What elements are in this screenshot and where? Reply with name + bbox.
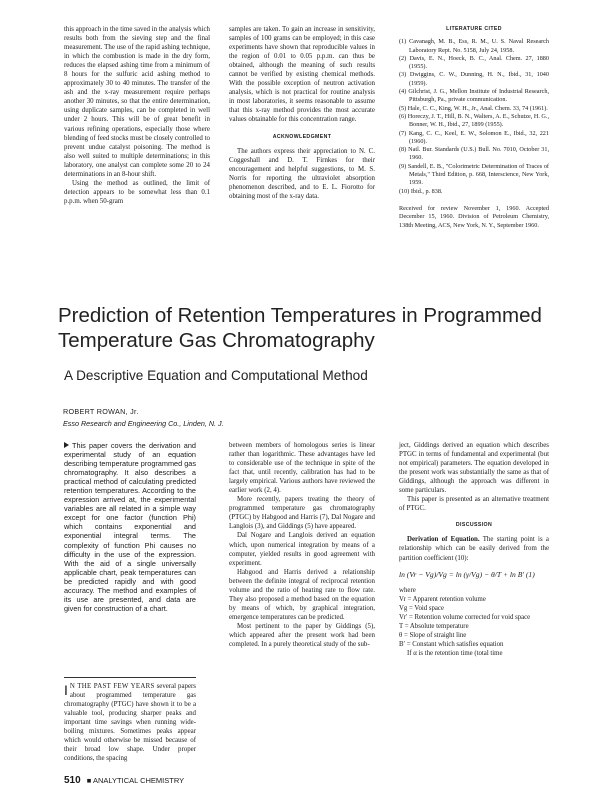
definition-item: Vg = Void space xyxy=(399,604,444,612)
triangle-marker-icon xyxy=(64,442,69,448)
definition-item: Vr′ = Retention volume corrected for void space xyxy=(399,613,531,621)
top-middle-column xyxy=(229,25,375,201)
reference: (6) Horeczy, J. T., Hill, B. N., Walters, A. E., Schutze, H. G., Bonner, W. H., Ibid., 27, 1899 (1955). xyxy=(399,112,549,129)
literature-cited xyxy=(399,25,549,230)
reference: (3) Dwiggins, C. W., Dunning, H. N., Ibid., 31, 1040 (1959). xyxy=(399,71,549,87)
where-label: where xyxy=(399,586,416,594)
abstract-text: This paper covers the derivation and experimental study of an equation describing temperature programmed gas chromatography. It also describes a practical method of calculating predicted retention temperatures. According to the expression arrived at, the experimental variables are all related in a simple way except for one factor (function Phi) which contains exponential and exponential integral terms. The complexity of function Phi causes no difficulty in the use of the expression. With the aid of a single universally applicable chart, peak temperatures can be predicted rapidly and with good accuracy. The method and examples of its use are presented, and data are given for construction of a chart. xyxy=(64,441,196,613)
discussion-heading: DISCUSSION xyxy=(455,522,493,529)
derivation-text: The starting point is a relationship which can be easily derived from the partition coefficient (10): xyxy=(399,536,549,562)
paragraph: between members of homologous series is linear rather than logarithmic. These advantages have led to considerable use of the technique in spite of the fact that, until recently, calibration has had to be largely empirical. Various authors have reviewed the earlier work (2, 4). xyxy=(229,442,375,495)
abstract xyxy=(64,441,196,613)
definition-list xyxy=(399,595,549,658)
affiliation: Esso Research and Engineering Co., Linden, N. J. xyxy=(63,419,224,428)
paragraph: Most pertinent to the paper by Giddings (5), which appeared after the present work had been completed. In a purely theoretical study of the sub- xyxy=(229,622,375,649)
reference: (4) Gilchrist, J. G., Mellon Institute of Industrial Research, Pittsburgh, Pa., private communication. xyxy=(399,88,549,104)
right-lower-column xyxy=(399,441,549,658)
intro-text: several papers about programmed temperature gas chromatography (PTGC) have shown it to be a valuable tool, producing sharper peaks and important time savings when running wide-boiling mixtures. Sometimes peaks appear which would otherwise be missed because of their broad low shape. Under proper conditions, the spacing xyxy=(64,683,196,763)
reference: (9) Sandell, E. B., "Colorimetric Determination of Traces of Metals," Third Edition, p. 668, Interscience, New York, 1959. xyxy=(399,162,549,187)
paragraph: Using the method as outlined, the limit of detection appears to be somewhat less than 0.1 p.p.m. when 50-gram xyxy=(64,179,210,205)
drop-cap: I xyxy=(64,682,68,698)
definition-item: θ = Slope of straight line xyxy=(399,631,467,639)
reference: (5) Hale, C. C., King, W. H., Jr., Anal. Chem. 33, 74 (1961). xyxy=(399,104,548,112)
top-left-column xyxy=(64,25,210,206)
paragraph: This paper is presented as an alternative treatment of PTGC. xyxy=(399,496,549,513)
article-subtitle: A Descriptive Equation and Computational Method xyxy=(64,368,368,383)
page-number: 510 xyxy=(64,775,81,786)
received-note: Received for review November 1, 1960. Accepted December 15, 1960. Division of Petroleum Chemistry, 138th Meeting, ACS, New York, N. Y., September 1960. xyxy=(399,204,549,229)
reference: (2) Davis, E. N., Hoeck, B. C., Anal. Chem. 27, 1880 (1955). xyxy=(399,54,549,71)
reference: (1) Cavanagh, M. B., Ess, R. M., U. S. Naval Research Laboratory Rept. No. 5158, July 24, 1958. xyxy=(399,38,549,54)
acknowledgment-text: The authors express their appreciation to N. C. Coggeshall and D. T. Firnkes for their encouragement and helpful suggestions, to M. S. Norris for reporting the ultraviolet absorption phenomenon described, and to E. L. Fiorotto for obtaining most of the x-ray data. xyxy=(229,147,375,200)
paragraph: More recently, papers treating the theory of programmed temperature gas chromatography (PTGC) by Habgood and Harris (7), Dal Nogare and Langlois (3), and Giddings (5) have appeared. xyxy=(229,496,375,531)
literature-cited-heading: LITERATURE CITED xyxy=(446,26,502,32)
acknowledgment-heading: ACKNOWLEDGMENT xyxy=(272,133,332,140)
paragraph: samples are taken. To gain an increase in sensitivity, samples of 100 grams can be employed; in this case experiments have shown that reproducible values in the region of 0.01 to 0.05 p.p.m. can thus be obtained, although the meaning of such results cannot be verified by existing chemical methods. With the possible exception of neutron activation analysis, which is not practical for routine analysis in most laboratories, it seems reasonable to assume that this x-ray method provides the most accurate values obtainable for this concentration range. xyxy=(229,26,375,124)
reference: (10) Ibid., p. 838. xyxy=(399,187,443,195)
reference: (8) Natl. Bur. Standards (U.S.) Bull. No. 7010, October 31, 1960. xyxy=(399,146,549,162)
middle-lower-column xyxy=(229,441,375,649)
page-footer xyxy=(64,775,184,786)
journal-name: ANALYTICAL CHEMISTRY xyxy=(92,776,185,785)
intro-smallcaps: N THE PAST FEW YEARS xyxy=(69,683,155,690)
reference: (7) Kang, C. C., Keel, E. W., Solomon E., Ibid., 32, 221 (1960). xyxy=(399,129,549,145)
paragraph: Habgood and Harris derived a relationship between the definite integral of reciprocal retention volume and the ratio of heating rate to flow rate. They also proposed a method based on the equation by means of which, by graphical integration, emergence temperatures can be predicted. xyxy=(229,568,375,621)
introduction xyxy=(64,682,196,763)
definition-item: Vr = Apparent retention volume xyxy=(399,595,486,603)
article-title: Prediction of Retention Temperatures in Programmed Temperature Gas Chromatography xyxy=(58,304,542,352)
equation: ln (Vr − Vg)/Vg = ln (γ/Vg) − θ/T + ln B′ (1) xyxy=(399,569,535,579)
bullet-icon: ■ xyxy=(86,776,92,785)
definition-item: B′ = Constant which satisfies equation xyxy=(399,640,504,648)
run-in-heading: Derivation of Equation. xyxy=(407,536,480,544)
paragraph: ject, Giddings derived an equation which describes PTGC in terms of fundamental and experimental (but not empirical) parameters. The equation developed in the present work was substantially the same as that of Giddings, although the approach was different in some particulars. xyxy=(399,442,549,495)
paragraph xyxy=(399,535,549,562)
divider xyxy=(64,677,196,678)
definition-item: If α is the retention time (total time xyxy=(407,649,503,657)
author: ROBERT ROWAN, Jr. xyxy=(63,407,139,416)
paragraph: this approach in the time saved in the analysis which results both from the sieving step and the final measurement. The use of the rapid ashing technique, in which the combustion is made in the dry form, reduces the elapsed ashing time from a minimum of 8 hours for the sulfuric acid ashing method to approximately 30 to 40 minutes. The transfer of the ash and the x-ray measurement require perhaps another 30 minutes, so that the entire determination, using duplicate samples, can be completed in well under 2 hours. This will be of great benefit in various refining operations, especially those where blending of feed stocks must be closely controlled to prevent undue catalyst poisoning. The method is also well suited to multiple determinations; in this laboratory, one analyst can complete some 20 to 24 determinations in an 8-hour shift. xyxy=(64,26,210,178)
paragraph: Dal Nogare and Langlois derived an equation which, upon numerical integration by means of a computer, yielded results in good agreement with experiment. xyxy=(229,532,375,567)
definition-item: T = Absolute temperature xyxy=(399,622,469,630)
